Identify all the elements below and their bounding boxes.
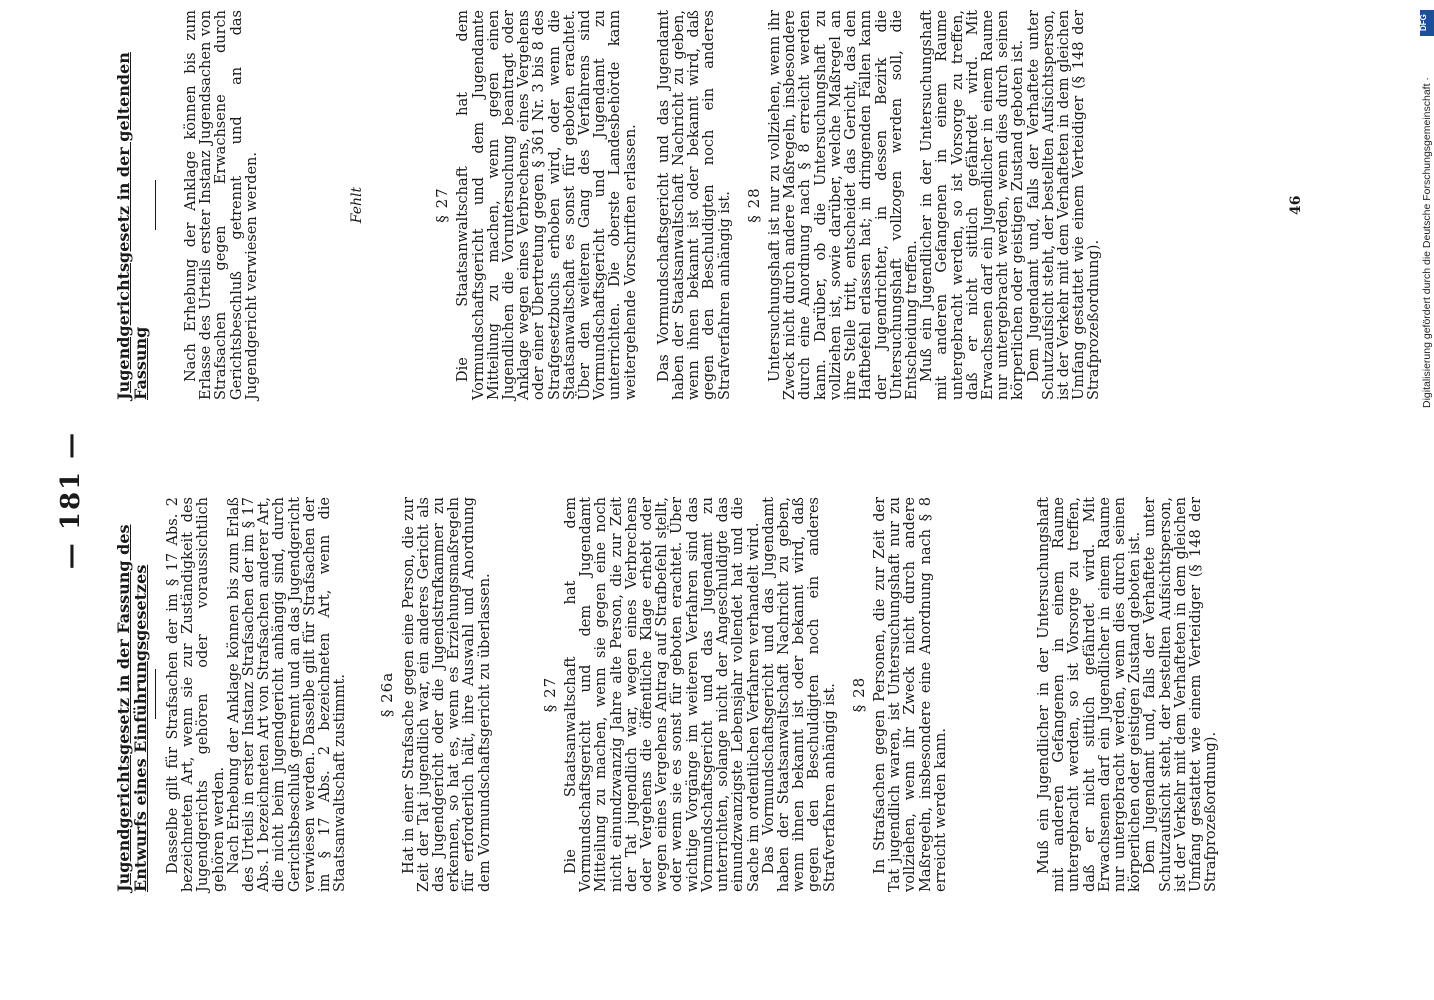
footer-sheet-number: 46 (1288, 195, 1304, 215)
left-section-27-heading: § 27 (540, 676, 559, 713)
left-column-draft-version (115, 497, 1219, 892)
dfg-stamp-text: Digitalisierung gefördert durch die Deutsche Forschungsgemeinschaft · (1421, 77, 1433, 408)
right-section-28-paragraph-1: Untersuchungshaft ist nur zu vollziehen, wenn ihr Zweck nicht durch andere Maßregeln, insbesondere durch eine Anordnung nach § 8 erreicht werden kann. Darüber, ob die Untersuchungshaft zu vollziehen ist, sowie darüber, welche Maßregel an ihre Stelle tritt, entscheidet das Gericht, das den Haftbefehl erlassen hat; in dringenden Fällen kann der Jugendrichter, in dessen Bezirk die Untersuchungshaft vollzogen werden soll, die Entscheidung treffen. (767, 10, 920, 400)
left-section-27-paragraph-1: Die Staatsanwaltschaft hat dem Vormundschaftsgericht und dem Jugendamt Mitteilung zu machen, wenn sie gegen eine noch nicht einundzwanzig Jahre alte Person, die zur Zeit der Tat jugendlich war, wegen eines Verbrechens oder Vergehens die öffentliche Klage erhebt oder wegen eines Vergehens Antrag auf Strafbefehl stellt, oder wenn sie es sonst für geboten erachtet. Über wichtige Vorgänge im weiteren Verfahren sind das Vormundschaftsgericht und das Jugendamt zu unterrichten, solange nicht der Angeschuldigte das einundzwanzigste Lebensjahr vollendet hat und die Sache im ordentlichen Verfahren verhandelt wird. (563, 497, 762, 892)
left-intro-paragraph-1: Dasselbe gilt für Strafsachen der im § 17 Abs. 2 bezeichneten Art, wenn sie zur Zuständigkeit des Jugendgerichts gehören oder voraussichtlich gehören werden. (165, 497, 227, 892)
left-section-28-paragraph-1: In Strafsachen gegen Personen, die zur Zeit der Tat jugendlich waren, ist Untersuchungshaft nur zu vollziehen, wenn ihr Zweck nicht durch andere Maßregeln, insbesondere eine Anordnung nach § 8 erreicht werden kann. (871, 497, 949, 892)
right-section-27-paragraph-2: Das Vormundschaftsgericht und das Jugendamt haben der Staatsanwaltschaft Nachricht zu geben, wenn ihnen bekannt ist oder bekannt wird, daß gegen den Beschuldigten noch ein anderes Strafverfahren anhängig ist. (655, 10, 733, 400)
dfg-logo-icon: DFG (1420, 10, 1434, 36)
heading-rule (155, 180, 156, 230)
right-section-27-heading: § 27 (433, 187, 452, 223)
left-section-28-paragraph-3: Dem Jugendamt und, falls der Verhaftete unter Schutzaufsicht steht, der bestellten Aufsichtsperson, ist der Verkehr mit dem Verhafteten in dem gleichen Umfang gestattet wie einem Verteidiger (§ 148 der Strafprozeßordnung). (1142, 497, 1220, 892)
heading-rule (155, 670, 156, 720)
dfg-digitization-stamp (1418, 8, 1434, 408)
right-section-27-paragraph-1: Die Staatsanwaltschaft hat dem Vormundschaftsgericht und dem Jugendamte Mitteilung zu machen, wenn gegen einen Jugendlichen die Voruntersuchung beantragt oder Anklage wegen eines Verbrechens, eines Vergehens oder einer Übertretung gegen § 361 Nr. 3 bis 8 des Strafgesetzbuchs erhoben wird, oder wenn die Staatsanwaltschaft es sonst für geboten erachtet. Über den weiteren Gang des Verfahrens sind Vormundschaftsgericht und Jugendamt zu unterrichten. Die oberste Landesbehörde kann weitergehende Vorschriften erlassen. (455, 10, 639, 400)
right-column-heading: Jugendgerichtsgesetz in der geltenden Fassung (114, 52, 150, 400)
left-section-26a-text: Hat in einer Strafsache gegen eine Person, die zur Zeit der Tat jugendlich war, ein anderes Gericht als das Jugendgericht oder die Jugendstrafkammer zu erkennen, so hat es, wenn es Erziehungsmaßregeln für erforderlich hält, ihre Auswahl und Anordnung dem Vormundschaftsgericht zu überlassen. (400, 497, 493, 892)
left-section-26a-heading: § 26a (378, 671, 397, 718)
right-intro-paragraph-1: Nach Erhebung der Anklage können bis zum Erlasse des Urteils erster Instanz Jugendsachen von Strafsachen gegen Erwachsene durch Gerichtsbeschluß getrennt und an das Jugendgericht verwiesen werden. (183, 10, 260, 400)
left-intro-paragraph-2: Nach Erhebung der Anklage können bis zum Erlaß des Urteils in erster Instanz Strafsachen der im § 17 Abs. 1 bezeichneten Art von Strafsachen anderer Art, die nicht beim Jugendgericht anhängig sind, durch Gerichtsbeschluß getrennt und an das Jugendgericht verwiesen werden. Dasselbe gilt für Strafsachen der im § 17 Abs. 2 bezeichneten Art, wenn die Staatsanwaltschaft zustimmt. (225, 497, 349, 892)
right-section-28-heading: § 28 (744, 187, 763, 223)
left-section-28-paragraph-2: Muß ein Jugendlicher in der Untersuchungshaft mit anderen Gefangenen in einem Raume untergebracht werden, so ist Vorsorge zu treffen, daß er nicht sittlich gefährdet wird. Mit Erwachsenen darf ein Jugendlicher in einem Raume nur untergebracht werden, wenn dies durch seinen körperlichen oder geistigen Zustand geboten ist. (1035, 497, 1144, 892)
left-column-heading: Jugendgerichtsgesetz in der Fassung des Entwurfs eines Einführungsgesetzes (114, 524, 150, 892)
right-section-26a-missing-note: Fehlt (349, 186, 366, 224)
right-section-28-paragraph-2: Muß ein Jugendlicher in der Untersuchungshaft mit anderen Gefangenen in einem Raume untergebracht werden, so ist Vorsorge zu treffen, daß er nicht sittlich gefährdet wird. Mit Erwachsenen darf ein Jugendlicher in einem Raume nur untergebracht werden, wenn dies durch seinen körperlichen oder geistigen Zustand geboten ist. (919, 10, 1027, 400)
left-section-27-paragraph-2: Das Vormundschaftsgericht und das Jugendamt haben der Staatsanwaltschaft Nachricht zu geben, wenn ihnen bekannt ist oder bekannt wird, daß gegen den Beschuldigten noch ein anderes Strafverfahren anhängig ist. (760, 497, 838, 892)
right-section-28-paragraph-3: Dem Jugendamt und, falls der Verhaftete unter Schutzaufsicht steht, der bestellten Aufsichtsperson, ist der Verkehr mit dem Verhafteten in dem gleichen Umfang gestattet wie einem Verteidiger (§ 148 der Strafprozeßordnung). (1025, 10, 1103, 400)
left-section-28-heading: § 28 (849, 676, 868, 713)
page-number: — 181 — (56, 430, 86, 570)
right-column-current-version (115, 10, 1103, 400)
